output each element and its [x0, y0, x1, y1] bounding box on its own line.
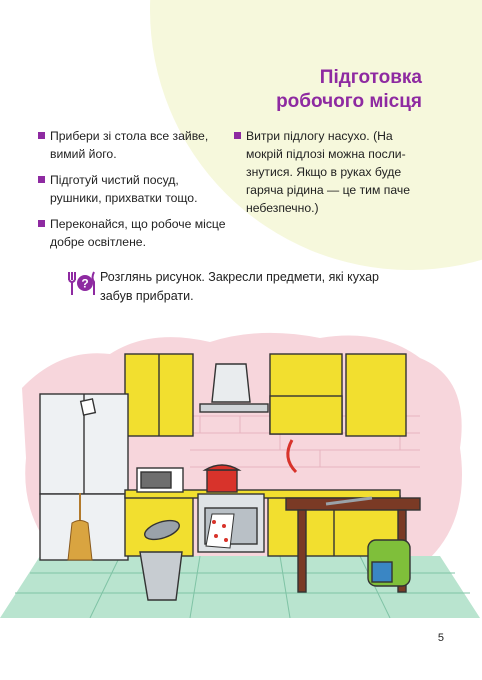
bullet-square-icon: [234, 132, 241, 139]
fork-knife-question-icon: [66, 268, 96, 298]
hood-base: [200, 404, 268, 412]
svg-text:?: ?: [81, 276, 89, 291]
bullet-text: Підготуй чистий посуд, рушники, прихватки тощо.: [50, 173, 198, 205]
red-pot: [205, 465, 239, 492]
bullet-square-icon: [38, 132, 45, 139]
bullet-text: Витри підлогу насухо. (На мокрій підлозі можна послизнутися. Якщо в руках буде гаряча рідина — це тим паче небезпечно.): [246, 129, 410, 215]
range-hood: [212, 364, 250, 402]
left-bullet-list: [38, 127, 228, 259]
task-line-2: забув прибрати.: [100, 289, 194, 303]
bullet-item: [234, 127, 424, 217]
bullet-item: [38, 127, 228, 163]
bullet-item: [38, 215, 228, 251]
task-line-1: Розглянь рисунок. Закресли предмети, які кухар: [100, 270, 379, 284]
backpack: [368, 540, 410, 586]
microwave: [137, 468, 183, 492]
title-line-2: робочого місця: [276, 91, 422, 112]
bullet-square-icon: [38, 220, 45, 227]
title-line-1: Підготовка: [319, 67, 422, 88]
page-title: [276, 66, 422, 114]
task-text: [100, 268, 379, 306]
kitchen-illustration: [0, 318, 482, 618]
page-number: 5: [437, 632, 444, 644]
right-bullet-list: [234, 127, 424, 225]
bullet-text: Прибери зі стола все зайве, вимий його.: [50, 129, 209, 161]
bullet-text: Переконайся, що робоче місце добре освітлене.: [50, 217, 226, 249]
bullet-item: [38, 171, 228, 207]
bullet-square-icon: [38, 176, 45, 183]
